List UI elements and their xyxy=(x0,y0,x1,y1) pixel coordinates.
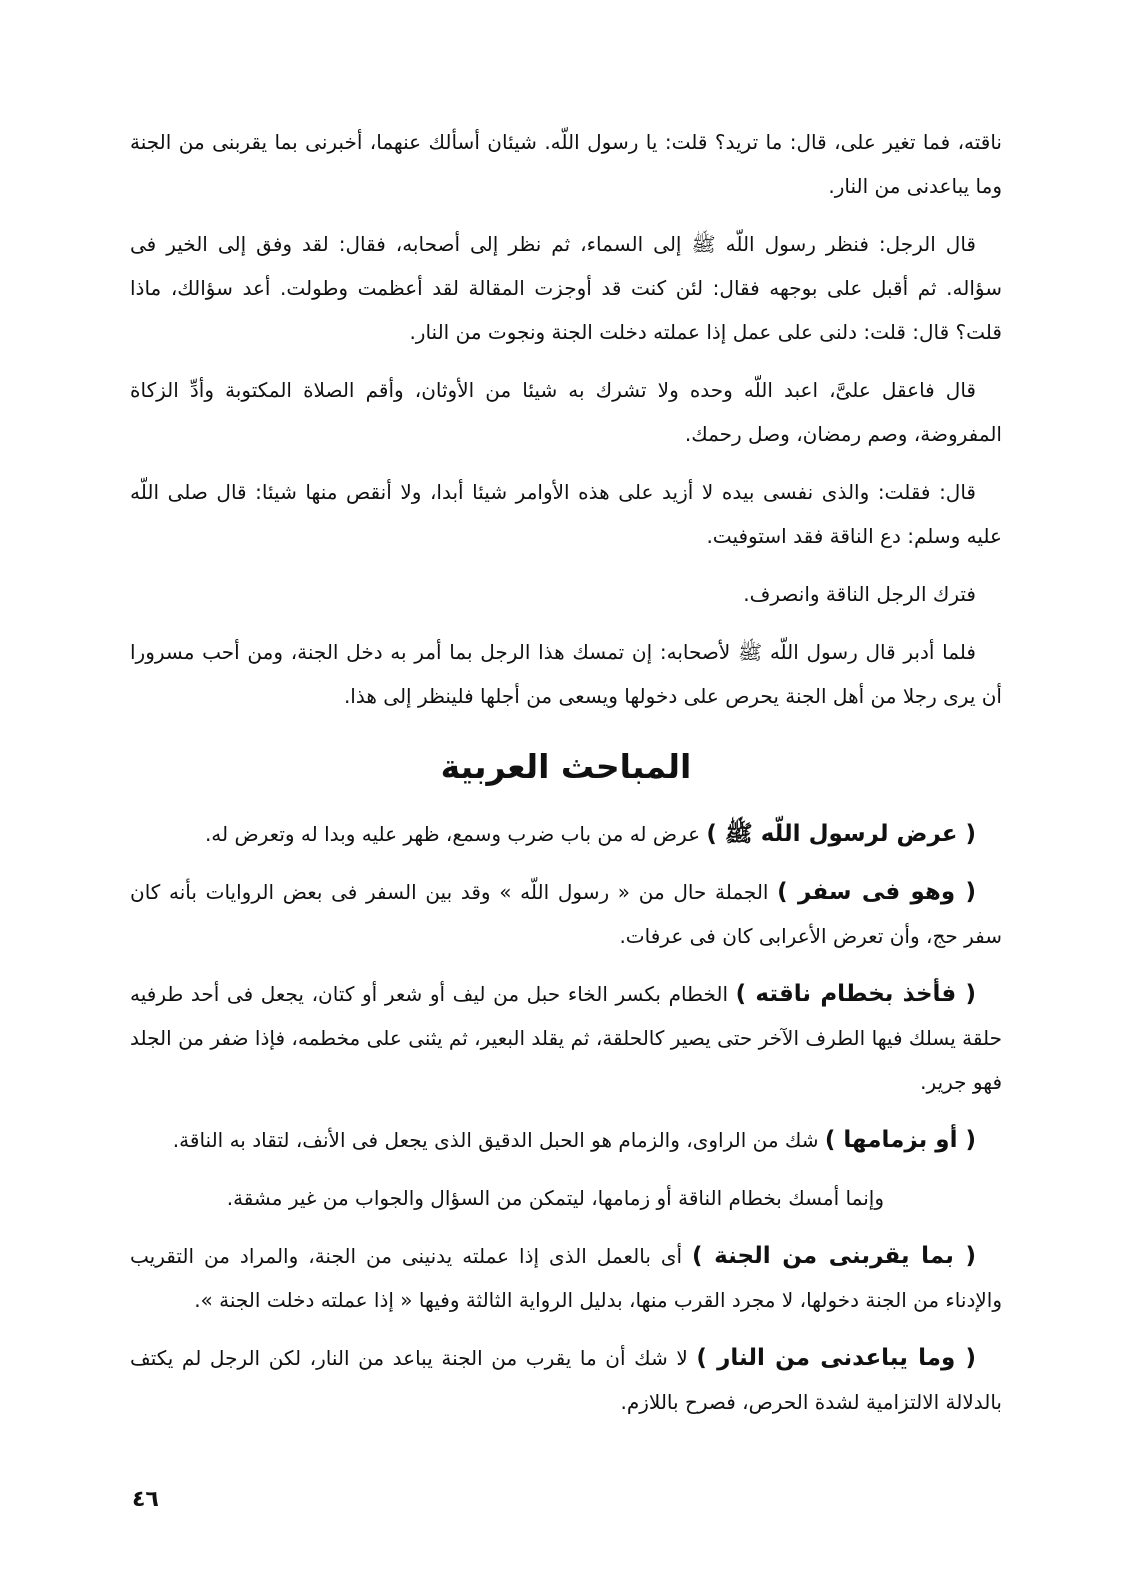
entry-5 xyxy=(130,1176,1002,1220)
paragraph-1: ناقته، فما تغير على، قال: ما تريد؟ قلت: يا رسول اللّه. شيئان أسألك عنهما، أخبرنى بما يقربنى من الجنة وما يباعدنى من النار. xyxy=(130,130,1002,198)
entry-2 xyxy=(130,870,1002,958)
entry-text: وإنما أمسك بخطام الناقة أو زمامها، ليتمكن من السؤال والجواب من غير مشقة. xyxy=(226,1186,884,1210)
entry-text: عرض له من باب ضرب وسمع، ظهر عليه وبدا له وتعرض له. xyxy=(204,822,707,846)
entry-term: ( بما يقربنى من الجنة ) xyxy=(692,1243,976,1269)
entry-term: ( وما يباعدنى من النار ) xyxy=(696,1345,976,1371)
paragraph-4: قال: فقلت: والذى نفسى بيده لا أزيد على هذه الأوامر شيئا أبدا، ولا أنقص منها شيئا: قال صلى اللّه عليه وسلم: دع الناقة فقد استوفيت. xyxy=(130,480,1002,548)
page-body xyxy=(130,120,1002,1438)
entry-4 xyxy=(130,1118,1002,1162)
entry-term: ( وهو فى سفر ) xyxy=(777,879,976,905)
page-number: ٤٦ xyxy=(132,1487,159,1512)
paragraph-6: فلما أدبر قال رسول اللّه ﷺ لأصحابه: إن تمسك هذا الرجل بما أمر به دخل الجنة، ومن أحب مسرورا أن يرى رجلا من أهل الجنة يحرص على دخولها ويسعى من أجلها فلينظر إلى هذا. xyxy=(130,640,1002,708)
entry-text: الجملة حال من « رسول اللّه » وقد بين السفر فى بعض الروايات بأنه كان سفر حج، وأن تعرض الأعرابى كان فى عرفات. xyxy=(130,880,1002,948)
paragraph-3: قال فاعقل علىَّ، اعبد اللّه وحده ولا تشرك به شيئا من الأوثان، وأقم الصلاة المكتوبة وأدِّ الزكاة المفروضة، وصم رمضان، وصل رحمك. xyxy=(130,378,1002,446)
entry-6 xyxy=(130,1234,1002,1322)
entry-text: الخطام بكسر الخاء حبل من ليف أو شعر أو كتان، يجعل فى أحد طرفيه حلقة يسلك فيها الطرف الآخر حتى يصير كالحلقة، ثم يقلد البعير، ثم يثنى على مخطمه، فإذا ضفر من الجلد فهو جرير. xyxy=(130,982,1002,1094)
paragraph-2: قال الرجل: فنظر رسول اللّه ﷺ إلى السماء، ثم نظر إلى أصحابه، فقال: لقد وفق إلى الخير فى سؤاله. ثم أقبل على بوجهه فقال: لئن كنت قد أوجزت المقالة لقد أعظمت وطولت. أعد سؤالك، ماذا قلت؟ قال: قلت: دلنى على عمل إذا عملته دخلت الجنة ونجوت من النار. xyxy=(130,232,1002,344)
entry-term: ( فأخذ بخطام ناقته ) xyxy=(735,981,977,1007)
entry-term: ( عرض لرسول اللّه ﷺ ) xyxy=(706,821,976,847)
entry-3 xyxy=(130,972,1002,1104)
section-heading: المباحث العربية xyxy=(440,747,692,786)
entry-text: لا شك أن ما يقرب من الجنة يباعد من النار، لكن الرجل لم يكتف بالدلالة الالتزامية لشدة الحرص، فصرح باللازم. xyxy=(130,1346,1002,1414)
entry-text: أى بالعمل الذى إذا عملته يدنينى من الجنة، والمراد من التقريب والإدناء من الجنة دخولها، لا مجرد القرب منها، بدليل الرواية الثالثة وفيها « إذا عملته دخلت الجنة ». xyxy=(130,1244,1002,1312)
entry-text: شك من الراوى، والزمام هو الحبل الدقيق الذى يجعل فى الأنف، لتقاد به الناقة. xyxy=(172,1128,825,1152)
entry-term: ( أو بزمامها ) xyxy=(824,1127,976,1153)
entry-7 xyxy=(130,1336,1002,1424)
paragraph-5: فترك الرجل الناقة وانصرف. xyxy=(743,582,976,606)
entry-1 xyxy=(130,812,1002,856)
